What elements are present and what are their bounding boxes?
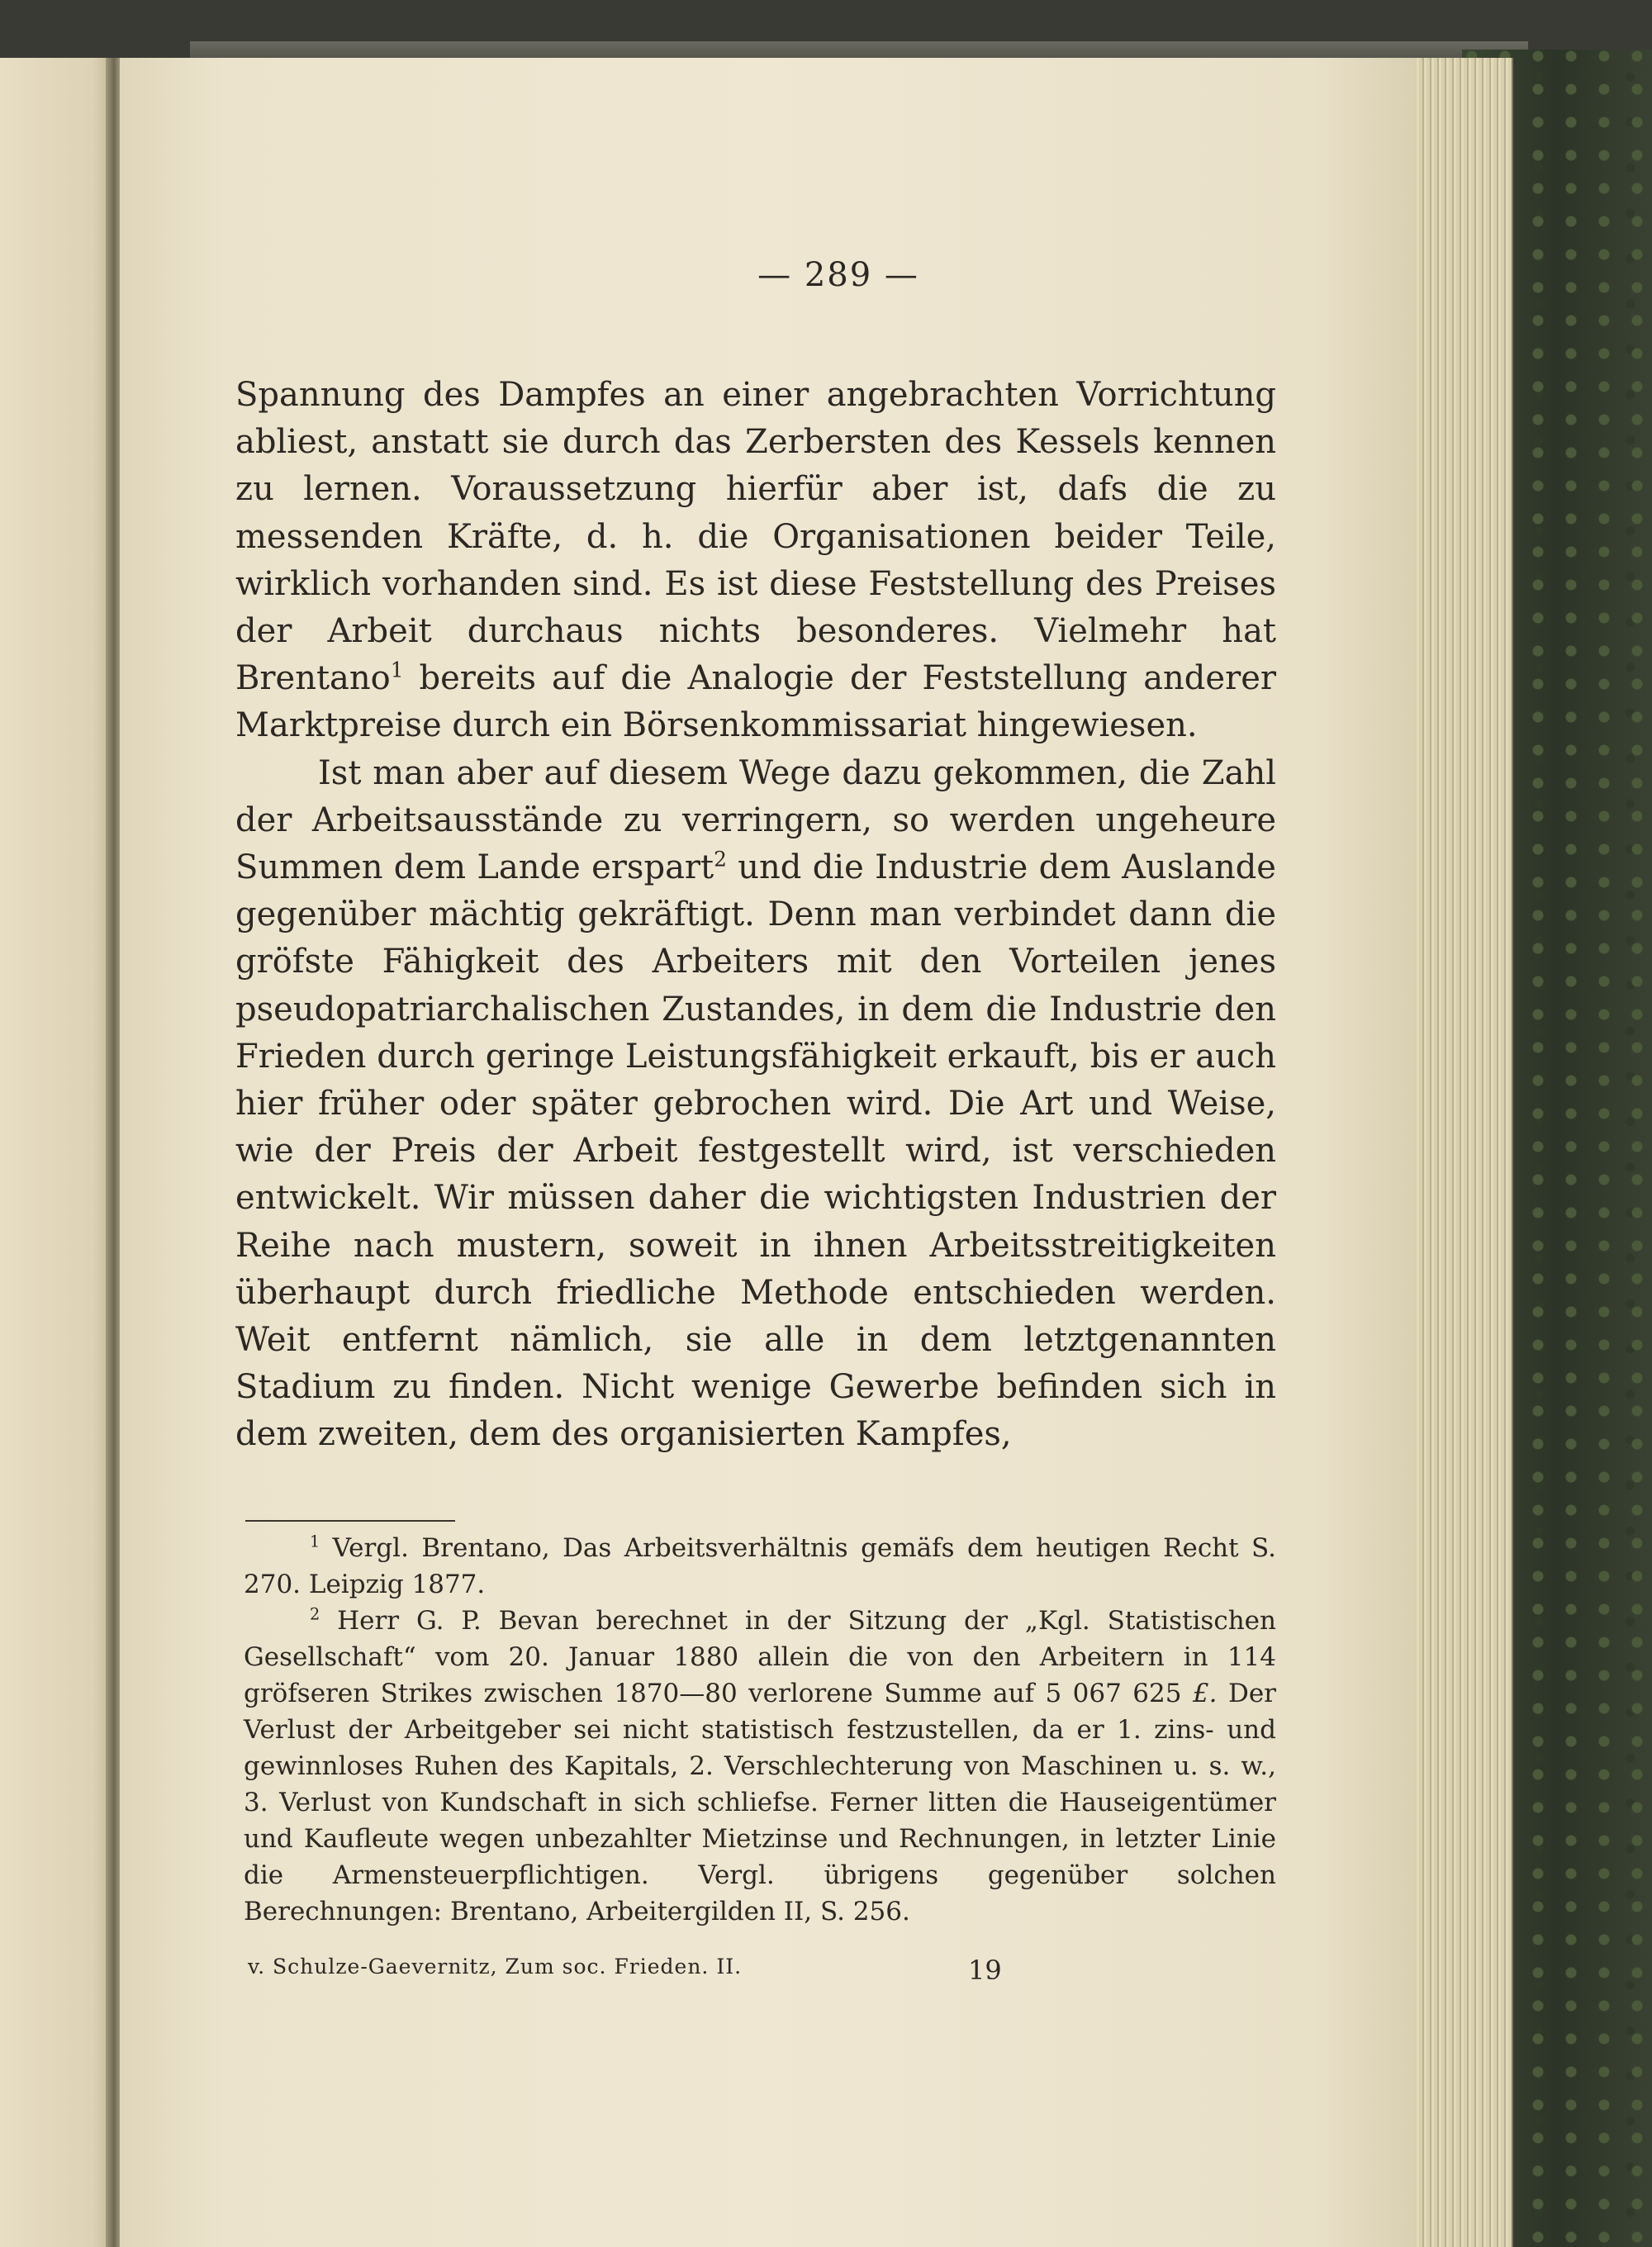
sheet-number: 19 — [968, 1955, 1002, 1986]
paragraph-1 — [235, 372, 1276, 750]
book-page — [120, 58, 1417, 2247]
pound-sterling-symbol: £. — [1192, 1679, 1218, 1708]
note-mark-2: 2 — [714, 847, 727, 872]
body-text — [235, 372, 1276, 1459]
previous-page — [0, 58, 116, 2247]
footnote-2 — [244, 1603, 1276, 1930]
paragraph-1-text-a: Spannung des Dampfes an einer angebrachten Vorrichtung abliest, anstatt sie durch das Zerbersten des Kessels kennen zu lernen. Voraussetzung hierfür aber ist, dafs die zu messenden Kräfte, d. h. die Organisationen beider Teile, wirklich vorhanden sind. Es ist diese Feststellung des Preises der Arbeit durchaus nichts besonderes. Vielmehr hat Brentano — [235, 376, 1276, 698]
page-number-header: — 289 — — [757, 256, 919, 294]
sheet-signature: v. Schulze-Gaevernitz, Zum soc. Frieden. II. — [248, 1955, 743, 1979]
footnote-mark-1: 1 — [310, 1532, 320, 1551]
paragraph-2-text-a: Ist man aber auf diesem Wege dazu gekommen, die Zahl der Arbeitsausstände zu verringern, so werden ungeheure Summen dem Lande erspart — [235, 753, 1276, 887]
paragraph-1-text-b: bereits auf die Analogie der Feststellung anderer Marktpreise durch ein Börsenkommissariat hingewiesen. — [235, 659, 1276, 745]
paragraph-2 — [235, 750, 1276, 1459]
paragraph-2-text-b: und die Industrie dem Auslande gegenüber mächtig gekräftigt. Denn man verbindet dann die gröfste Fähigkeit des Arbeiters mit den Vorteilen jenes pseudopatriarchalischen Zustandes, in dem die Industrie den Frieden durch geringe Leistungsfähigkeit erkauft, bis er auch hier früher oder später gebrochen wird. Die Art und Weise, wie der Preis der Arbeit festgestellt wird, ist verschieden entwickelt. Wir müssen daher die wichtigsten Industrien der Reihe nach mustern, soweit in ihnen Arbeitsstreitigkeiten überhaupt durch friedliche Methode entschieden werden. Weit entfernt nämlich, sie alle in dem letztgenannten Stadium zu finden. Nicht wenige Gewerbe befinden sich in dem zweiten, dem des organisierten Kampfes, — [235, 848, 1276, 1454]
footnote-2-text-a: Herr G. P. Bevan berechnet in der Sitzung der „Kgl. Statistischen Gesellschaft“ vom 20. Januar 1880 allein die von den Arbeitern in 114 gröfseren Strikes zwischen 1870—80 verlorene Summe auf 5 067 625 — [244, 1606, 1276, 1708]
note-mark-1: 1 — [390, 658, 404, 682]
page-edges — [1404, 58, 1513, 2247]
footnote-mark-2: 2 — [310, 1604, 320, 1624]
footnotes — [244, 1530, 1276, 1930]
footnote-divider — [245, 1520, 455, 1522]
footnote-1-text: Vergl. Brentano, Das Arbeitsverhältnis gemäfs dem heutigen Recht S. 270. Leipzig 1877. — [244, 1533, 1276, 1599]
footnote-2-text-b: Der Verlust der Arbeitgeber sei nicht statistisch festzustellen, da er 1. zins- und gewinnloses Ruhen des Kapitals, 2. Verschlechterung von Maschinen u. s. w., 3. Verlust von Kundschaft in sich schliefse. Ferner litten die Hauseigentümer und Kaufleute wegen unbezahlter Mietzinse und Rechnungen, in letzter Linie die Armensteuerpflichtigen. Vergl. übrigens gegenüber solchen Berechnungen: Brentano, Arbeitergilden II, S. 256. — [244, 1679, 1277, 1926]
footnote-1 — [244, 1530, 1276, 1603]
